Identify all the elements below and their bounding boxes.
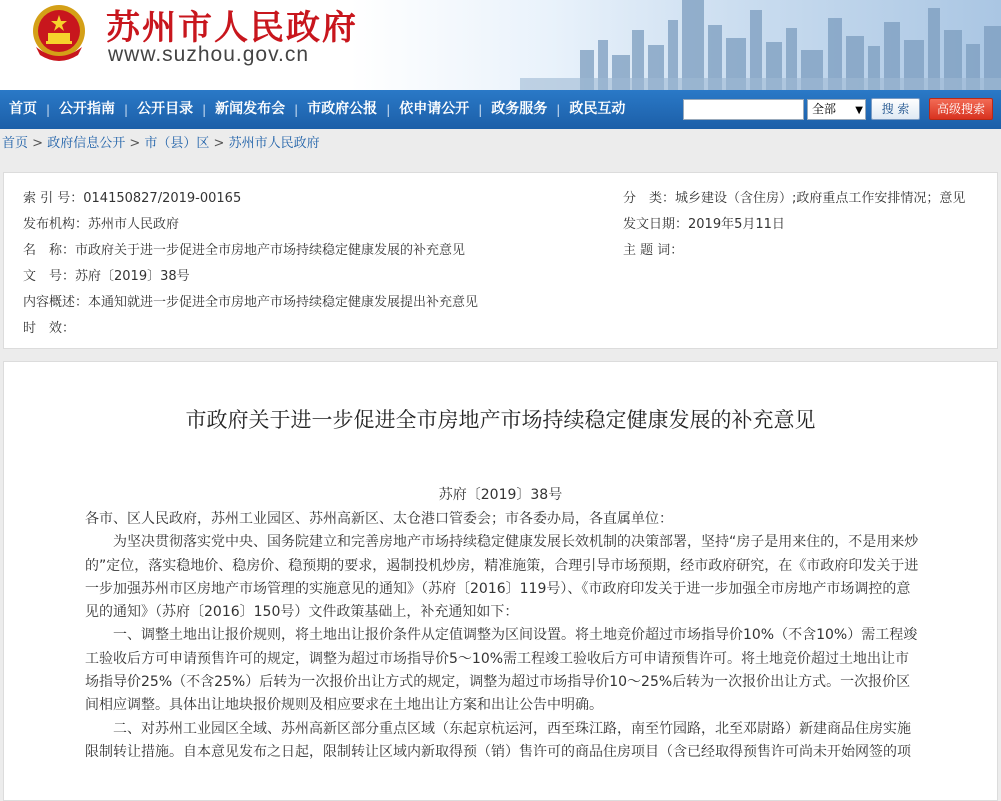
article-recipients: 各市、区人民政府，苏州工业园区、苏州高新区、太仓港口管委会；市各委办局，各直属单位： — [85, 511, 673, 527]
breadcrumb-home[interactable]: 首页 — [2, 136, 29, 151]
meta-index-no: 索 引 号：014150827/2019-00165 — [23, 191, 242, 206]
meta-date: 发文日期：2019年5月11日 — [623, 217, 785, 232]
search-scope-value: 全部 — [812, 102, 837, 116]
city-skyline-banner — [520, 0, 1001, 90]
meta-validity: 时 效： — [23, 321, 76, 336]
breadcrumb-government[interactable]: 苏州市人民政府 — [228, 136, 320, 151]
document-meta-panel — [3, 172, 998, 349]
nav-home[interactable]: 首页 — [9, 101, 37, 117]
nav-interaction[interactable]: 政民互动 — [569, 101, 626, 117]
advanced-search-button[interactable]: 高级搜索 — [929, 98, 993, 120]
search-scope-select[interactable] — [807, 99, 866, 120]
breadcrumb-county[interactable]: 市（县）区 — [144, 136, 210, 151]
site-title[interactable]: 苏州市人民政府 — [106, 8, 358, 48]
nav-services[interactable]: 政务服务 — [491, 101, 548, 117]
breadcrumb: 首页 > 政府信息公开 > 市（县）区 > 苏州市人民政府 — [0, 129, 1001, 159]
nav-divider: | — [202, 102, 207, 117]
chevron-down-icon: ▼ — [855, 105, 863, 116]
site-header — [0, 0, 1001, 90]
main-nav — [0, 90, 1001, 129]
nav-request[interactable]: 依申请公开 — [399, 101, 470, 117]
meta-keywords: 主 题 词： — [623, 243, 684, 258]
breadcrumb-info-open[interactable]: 政府信息公开 — [47, 136, 126, 151]
meta-doc-no: 文 号：苏府〔2019〕38号 — [23, 269, 190, 284]
meta-category: 分 类：城乡建设（含住房）;政府重点工作安排情况；意见 — [623, 191, 966, 206]
site-domain: www.suzhou.gov.cn — [108, 43, 310, 66]
article-body — [85, 508, 923, 764]
article-doc-number: 苏府〔2019〕38号 — [438, 487, 563, 503]
nav-divider: | — [478, 102, 483, 117]
meta-publisher: 发布机构：苏州市人民政府 — [23, 217, 180, 232]
article-paragraph: 一、调整土地出让报价规则，将土地出让报价条件从定值调整为区间设置。将土地竞价超过市场指导价10%（不含10%）需工程竣工验收后方可申请预售许可的规定，调整为超过市场指导价5～10%需工程竣工验收后方可申请预售许可。将土地竞价超过土地出让市场指导价25%（不含25%）后转为一次报价出让方式的规定，调整为超过市场指导价10～25%后转为一次报价出让方式。一次报价区间相应调整。具体出让地块报价规则及相应要求在土地出让方案和出让公告中明确。 — [85, 627, 918, 714]
national-emblem-icon — [26, 3, 92, 63]
nav-divider: | — [294, 102, 299, 117]
article-panel — [3, 361, 998, 801]
article-title: 市政府关于进一步促进全市房地产市场持续稳定健康发展的补充意见 — [185, 408, 816, 432]
nav-divider: | — [46, 102, 51, 117]
nav-divider: | — [124, 102, 129, 117]
nav-catalog[interactable]: 公开目录 — [137, 101, 194, 117]
nav-press[interactable]: 新闻发布会 — [215, 101, 286, 117]
nav-gazette[interactable]: 市政府公报 — [307, 101, 378, 117]
article-paragraph: 二、对苏州工业园区全域、苏州高新区部分重点区域（东起京杭运河，西至珠江路，南至竹园路，北至邓尉路）新建商品住房实施限制转让措施。自本意见发布之日起，限制转让区域内新取得预（销）售许可的商品住房项目（含已经取得预售许可尚未开始网签的项 — [85, 720, 911, 760]
nav-guide[interactable]: 公开指南 — [59, 101, 116, 117]
search-input[interactable] — [683, 99, 804, 120]
nav-divider: | — [386, 102, 391, 117]
meta-name: 名 称：市政府关于进一步促进全市房地产市场持续稳定健康发展的补充意见 — [23, 243, 466, 258]
article-paragraph: 为坚决贯彻落实党中央、国务院建立和完善房地产市场持续稳定健康发展长效机制的决策部署，坚持“房子是用来住的，不是用来炒的”定位，落实稳地价、稳房价、稳预期的要求，遏制投机炒房，精准施策，合理引导市场预期，经市政府研究，在《市政府印发关于进一步加强苏州市区房地产市场管理的实施意见的通知》（苏府〔2016〕119号）、《市政府印发关于进一步加强全市房地产市场调控的意见的通知》（苏府〔2016〕150号）文件政策基础上，补充通知如下： — [85, 534, 919, 621]
nav-divider: | — [556, 102, 561, 117]
meta-summary: 内容概述：本通知就进一步促进全市房地产市场持续稳定健康发展提出补充意见 — [23, 295, 479, 310]
search-button[interactable]: 搜 索 — [871, 98, 920, 120]
